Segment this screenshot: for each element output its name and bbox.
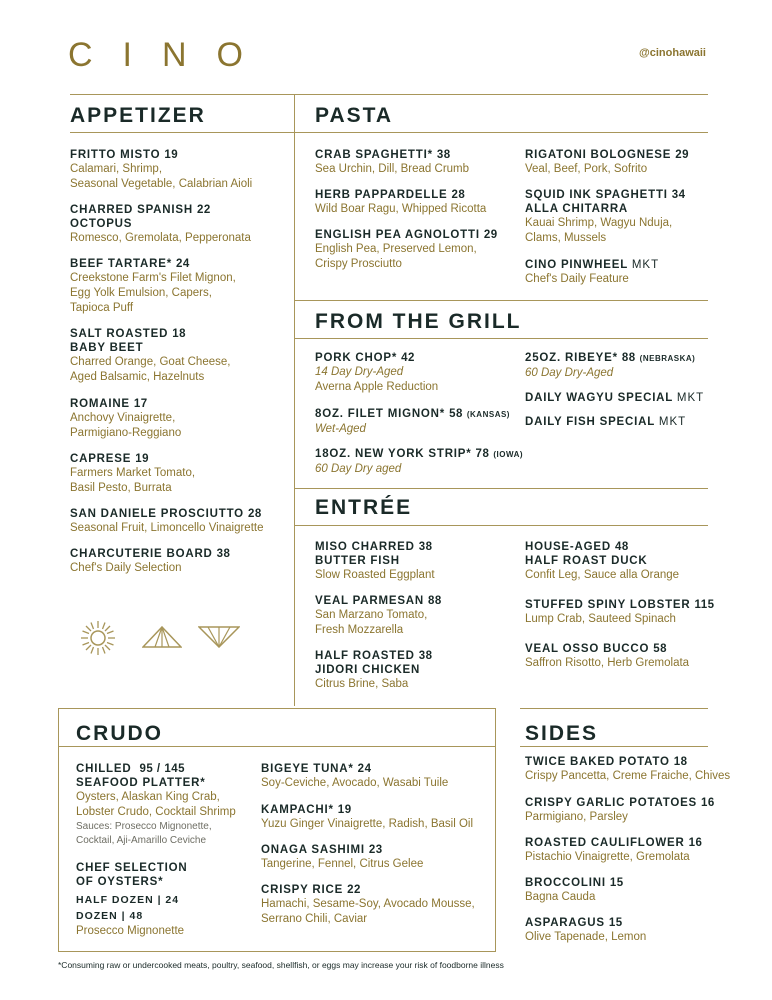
menu-item: CHILLED 95 / 145 SEAFOOD PLATTER* Oysters, Alaskan King Crab, Lobster Crudo, Cocktail Shrimp Sauces: Prosecco Mignonette, Cocktail, Aji-Amarillo Ceviche	[76, 763, 236, 846]
menu-item: VEAL OSSO BUCCO 58 Saffron Risotto, Herb Gremolata	[525, 643, 690, 669]
menu-item: CRISPY RICE 22 Hamachi, Sesame-Soy, Avocado Mousse, Serrano Chili, Caviar	[261, 884, 475, 925]
social-handle[interactable]: @cinohawaii	[639, 47, 706, 59]
appetizer-title-rule	[70, 132, 294, 133]
menu-item: FRITTO MISTO 19 Calamari, Shrimp, Seasonal Vegetable, Calabrian Aioli	[70, 149, 253, 190]
sun-icon	[80, 620, 116, 656]
section-title-pasta: PASTA	[315, 104, 394, 127]
grill-top-rule	[295, 300, 708, 301]
menu-item: KAMPACHI* 19 Yuzu Ginger Vinaigrette, Radish, Basil Oil	[261, 804, 474, 830]
mountain-icon	[142, 626, 182, 648]
menu-item: SAN DANIELE PROSCIUTTO 28 Seasonal Fruit, Limoncello Vinaigrette	[70, 508, 264, 534]
section-title-crudo: CRUDO	[76, 722, 163, 745]
crudo-title-rule	[58, 746, 496, 747]
entree-top-rule	[295, 488, 708, 489]
sides-title-rule	[520, 746, 708, 747]
menu-item: HALF ROASTED 38 JIDORI CHICKEN Citrus Brine, Saba	[315, 650, 433, 690]
section-title-sides: SIDES	[525, 722, 599, 745]
footnote: *Consuming raw or undercooked meats, poultry, seafood, shellfish, or eggs may increase your risk of foodborne illness	[58, 960, 504, 970]
menu-item: CRISPY GARLIC POTATOES 16 Parmigiano, Parsley	[525, 797, 715, 823]
entree-title-rule	[295, 525, 708, 526]
pasta-title-rule	[295, 132, 708, 133]
menu-item: 18OZ. NEW YORK STRIP* 78 (IOWA) 60 Day Dry aged	[315, 448, 524, 475]
menu-item: CHARCUTERIE BOARD 38 Chef's Daily Selection	[70, 548, 231, 574]
menu-item: TWICE BAKED POTATO 18 Crispy Pancetta, Creme Fraiche, Chives	[525, 756, 731, 782]
menu-item: ROMAINE 17 Anchovy Vinaigrette, Parmigiano-Reggiano	[70, 398, 182, 439]
section-title-appetizer: APPETIZER	[70, 104, 206, 127]
menu-item: CINO PINWHEEL MKT Chef's Daily Feature	[525, 259, 660, 285]
logo: CINO	[68, 36, 273, 74]
menu-item: SALT ROASTED 18 BABY BEET Charred Orange, Goat Cheese, Aged Balsamic, Hazelnuts	[70, 328, 231, 383]
sides-top-rule	[520, 708, 708, 709]
menu-item: ENGLISH PEA AGNOLOTTI 29 English Pea, Preserved Lemon, Crispy Prosciutto	[315, 229, 498, 270]
menu-item: BIGEYE TUNA* 24 Soy-Ceviche, Avocado, Wasabi Tuile	[261, 763, 449, 789]
menu-item: MISO CHARRED 38 BUTTER FISH Slow Roasted Eggplant	[315, 541, 435, 581]
section-title-grill: FROM THE GRILL	[315, 310, 522, 333]
inverted-triangle-icon	[198, 626, 240, 648]
menu-item: SQUID INK SPAGHETTI 34 ALLA CHITARRA Kauai Shrimp, Wagyu Nduja, Clams, Mussels	[525, 189, 686, 244]
menu-item: DAILY WAGYU SPECIAL MKT	[525, 392, 705, 404]
menu-item: STUFFED SPINY LOBSTER 115 Lump Crab, Sauteed Spinach	[525, 599, 715, 625]
menu-item: BROCCOLINI 15 Bagna Cauda	[525, 877, 624, 903]
menu-item: CAPRESE 19 Farmers Market Tomato, Basil Pesto, Burrata	[70, 453, 196, 494]
menu-item: PORK CHOP* 42 14 Day Dry-Aged Averna Apple Reduction	[315, 352, 439, 393]
menu-item: ONAGA SASHIMI 23 Tangerine, Fennel, Citrus Gelee	[261, 844, 424, 870]
top-divider	[70, 94, 708, 95]
menu-item: RIGATONI BOLOGNESE 29 Veal, Beef, Pork, Sofrito	[525, 149, 690, 175]
menu-item: CHARRED SPANISH 22 OCTOPUS Romesco, Gremolata, Pepperonata	[70, 204, 251, 244]
menu-item: BEEF TARTARE* 24 Creekstone Farm's Filet Mignon, Egg Yolk Emulsion, Capers, Tapioca Puff	[70, 258, 236, 314]
menu-item: ASPARAGUS 15 Olive Tapenade, Lemon	[525, 917, 647, 943]
grill-title-rule	[295, 338, 708, 339]
menu-item: 25OZ. RIBEYE* 88 (NEBRASKA) 60 Day Dry-Aged	[525, 352, 696, 379]
menu-item: CRAB SPAGHETTI* 38 Sea Urchin, Dill, Bread Crumb	[315, 149, 470, 175]
section-title-entree: ENTRÉE	[315, 496, 413, 519]
menu-item: CHEF SELECTION OF OYSTERS* HALF DOZEN | 24 DOZEN | 48 Prosecco Mignonette	[76, 862, 188, 937]
menu-item: DAILY FISH SPECIAL MKT	[525, 416, 687, 428]
vertical-divider	[294, 94, 295, 706]
menu-item: 8OZ. FILET MIGNON* 58 (KANSAS) Wet-Aged	[315, 408, 510, 435]
menu-item: HERB PAPPARDELLE 28 Wild Boar Ragu, Whipped Ricotta	[315, 189, 487, 215]
menu-item: VEAL PARMESAN 88 San Marzano Tomato, Fresh Mozzarella	[315, 595, 442, 636]
menu-item: ROASTED CAULIFLOWER 16 Pistachio Vinaigrette, Gremolata	[525, 837, 703, 863]
menu-item: HOUSE-AGED 48 HALF ROAST DUCK Confit Leg, Sauce alla Orange	[525, 541, 680, 581]
